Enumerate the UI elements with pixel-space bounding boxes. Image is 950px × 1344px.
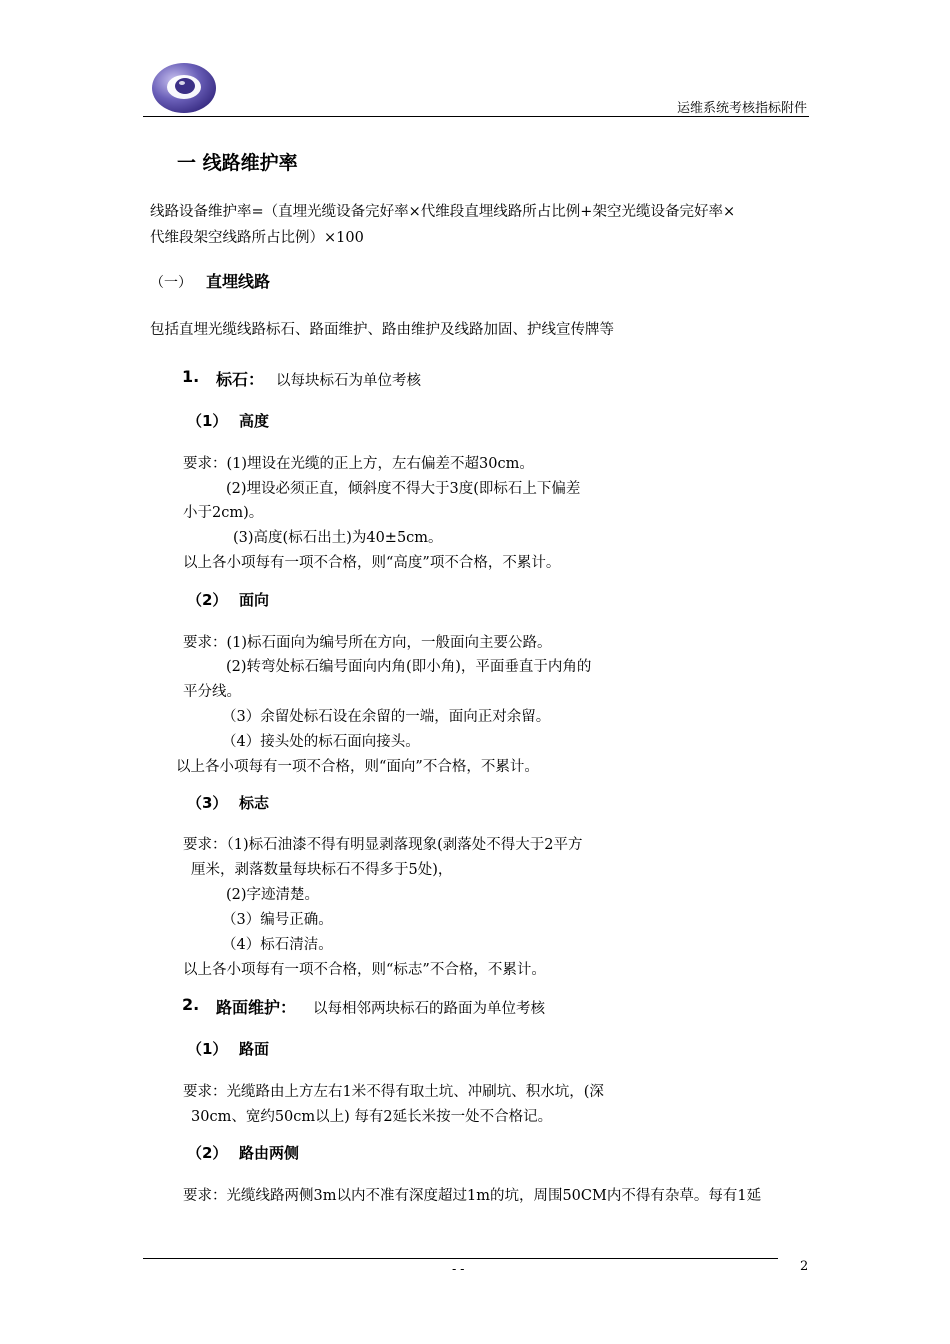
formula-line-1: 线路设备维护率=（直埋光缆设备完好率×代维段直埋线路所占比例+架空光缆设备完好率× — [150, 204, 736, 220]
footer-mark: - - — [452, 1262, 465, 1276]
height-number: （1） — [187, 412, 228, 430]
header-rule — [143, 116, 809, 117]
marking-title: 标志 — [239, 794, 270, 812]
item-2-number: 2. — [182, 995, 200, 1014]
facing-line: （4）接头处的标石面向接头。 — [222, 734, 420, 750]
item-2-title: 路面维护： — [216, 998, 297, 1017]
facing-line: 要求：(1)标石面向为编号所在方向，一般面向主要公路。 — [183, 635, 552, 651]
marking-line: （4）标石清洁。 — [222, 937, 333, 953]
section-title: 一 线路维护率 — [177, 152, 298, 174]
item-1-title: 标石： — [216, 370, 265, 389]
sides-line: 要求：光缆线路两侧3m以内不准有深度超过1m的坑，周围50CM内不得有杂草。每有1延 — [183, 1188, 762, 1204]
sides-number: （2） — [187, 1144, 228, 1162]
height-title: 高度 — [239, 412, 270, 430]
item-1-desc: 以每块标石为单位考核 — [276, 373, 421, 389]
subsection-prefix: （一） — [150, 275, 192, 291]
marking-line: （3）编号正确。 — [222, 912, 333, 928]
marking-line: 厘米，剥落数量每块标石不得多于5处)， — [191, 862, 453, 878]
facing-number: （2） — [187, 591, 228, 609]
marking-number: （3） — [187, 794, 228, 812]
footer-rule — [143, 1258, 778, 1259]
company-logo — [151, 62, 217, 114]
marking-line: 以上各小项每有一项不合格，则“标志”不合格，不累计。 — [183, 962, 546, 978]
sides-title: 路由两侧 — [239, 1144, 300, 1162]
page-number: 2 — [800, 1259, 809, 1274]
height-line: 以上各小项每有一项不合格，则“高度”项不合格，不累计。 — [183, 555, 561, 571]
item-2-desc: 以每相邻两块标石的路面为单位考核 — [313, 1001, 545, 1017]
facing-line: （3）余留处标石设在余留的一端，面向正对余留。 — [222, 709, 551, 725]
height-line: 要求：(1)埋设在光缆的正上方，左右偏差不超30cm。 — [183, 456, 534, 472]
item-1-number: 1. — [182, 367, 200, 386]
height-line: (3)高度(标石出土)为40±5cm。 — [233, 530, 443, 546]
header-title: 运维系统考核指标附件 — [676, 101, 807, 116]
road-line: 30cm、宽约50cm以上) 每有2延长米按一处不合格记。 — [191, 1109, 553, 1125]
subsection-intro: 包括直埋光缆线路标石、路面维护、路由维护及线路加固、护线宣传牌等 — [150, 322, 614, 338]
marking-line: (2)字迹清楚。 — [226, 887, 320, 903]
facing-line: 以上各小项每有一项不合格，则“面向”不合格，不累计。 — [176, 759, 539, 775]
road-number: （1） — [187, 1040, 228, 1058]
facing-line: 平分线。 — [183, 684, 241, 700]
height-line: 小于2cm)。 — [183, 505, 264, 521]
subsection-title: 直埋线路 — [206, 272, 271, 291]
road-line: 要求：光缆路由上方左右1米不得有取土坑、冲刷坑、积水坑，(深 — [183, 1084, 604, 1100]
facing-line: (2)转弯处标石编号面向内角(即小角)，平面垂直于内角的 — [226, 659, 592, 675]
formula-line-2: 代维段架空线路所占比例）×100 — [150, 230, 364, 246]
marking-line: 要求：（1)标石油漆不得有明显剥落现象(剥落处不得大于2平方 — [183, 837, 583, 853]
road-title: 路面 — [239, 1040, 270, 1058]
facing-title: 面向 — [239, 591, 270, 609]
height-line: (2)埋设必须正直，倾斜度不得大于3度(即标石上下偏差 — [226, 481, 581, 497]
